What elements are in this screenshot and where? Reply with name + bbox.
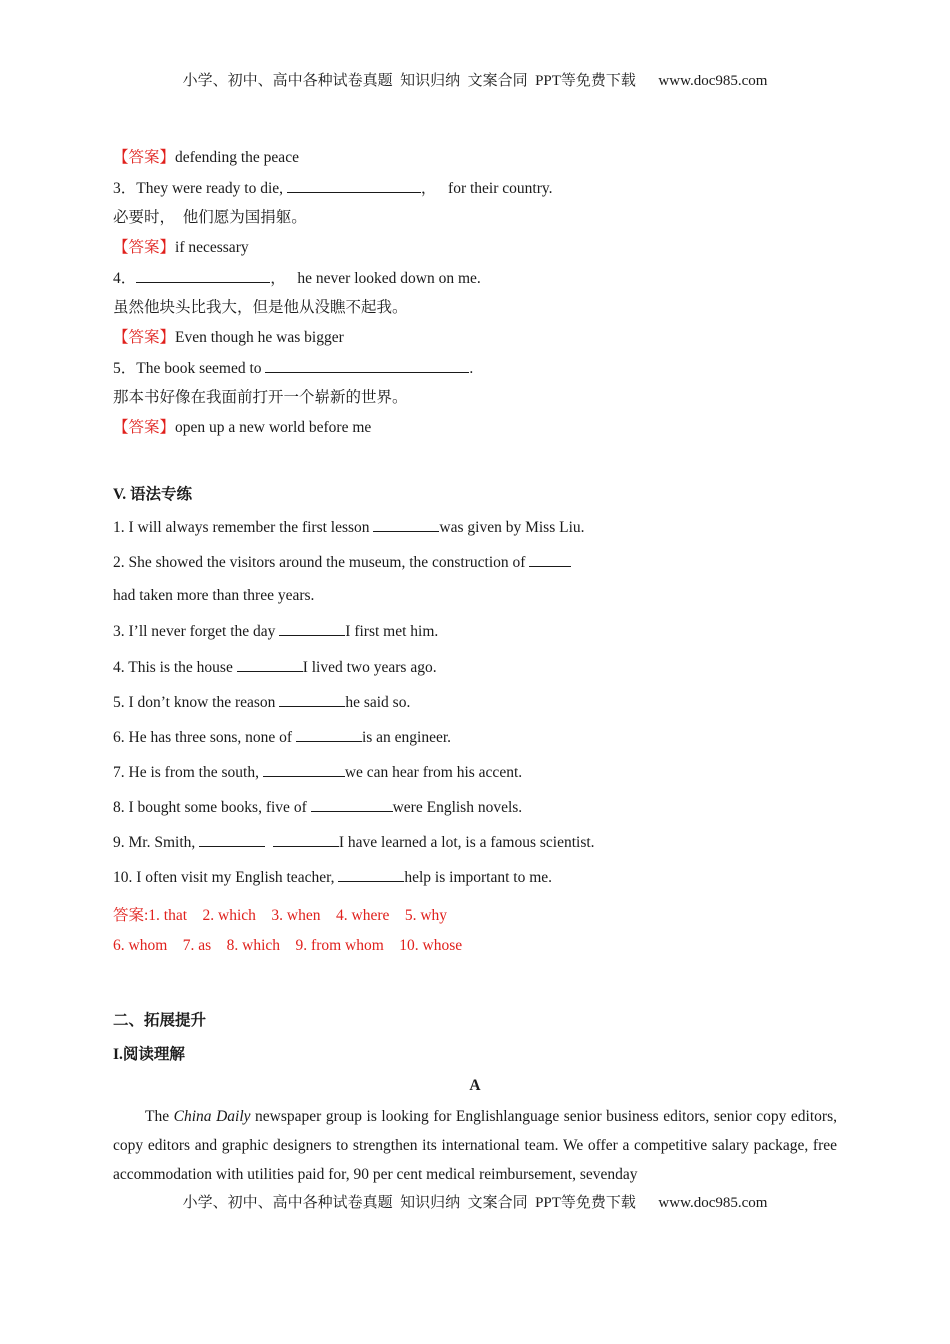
blank[interactable] xyxy=(311,797,393,812)
section-title: V. 语法专练 xyxy=(113,486,192,503)
question-text: They were ready to die, xyxy=(136,180,287,197)
question-text: The book seemed to xyxy=(136,360,266,377)
answer-tag: 【答案】 xyxy=(113,239,176,256)
question-text: 10. I often visit my English teacher, xyxy=(113,869,339,886)
grammar-q5 xyxy=(113,692,410,712)
question-comma: ， xyxy=(270,270,286,287)
question-number: 4． xyxy=(113,270,137,287)
blank[interactable] xyxy=(279,621,345,636)
page-footer xyxy=(0,1191,950,1212)
grammar-q1 xyxy=(113,517,585,537)
blank[interactable] xyxy=(373,517,439,532)
question-text: help is important to me. xyxy=(404,869,553,886)
question-text: 7. He is from the south, xyxy=(113,764,263,781)
question-text: he said so. xyxy=(345,694,411,711)
answer-text: open up a new world before me xyxy=(175,419,372,436)
header-site: www.doc985.com xyxy=(658,73,768,89)
answer-text: Even though he was bigger xyxy=(175,329,344,346)
passage-paragraph xyxy=(113,1102,837,1189)
grammar-answers-1: 答案:1. that 2. which 3. when 4. where 5. why xyxy=(113,907,448,924)
passage-label: A xyxy=(469,1077,481,1094)
section2-title: 二、拓展提升 xyxy=(113,1012,207,1029)
blank[interactable] xyxy=(263,762,345,777)
question-text: . xyxy=(469,360,474,377)
page-header xyxy=(0,69,950,90)
question-3 xyxy=(113,176,553,198)
passage-text: The xyxy=(145,1108,174,1125)
question-text: 9. Mr. Smith, xyxy=(113,834,200,851)
question-text: I first met him. xyxy=(345,623,439,640)
question-text: 8. I bought some books, five of xyxy=(113,799,311,816)
answer-line-3 xyxy=(113,235,249,257)
question-text: I lived two years ago. xyxy=(302,659,437,676)
question-number: 3． xyxy=(113,180,137,197)
blank[interactable] xyxy=(529,552,571,567)
grammar-answers-2: 6. whom 7. as 8. which 9. from whom 10. whose xyxy=(113,937,463,954)
grammar-q4 xyxy=(113,657,437,677)
question-text: I have learned a lot, is a famous scientist. xyxy=(338,834,595,851)
answer-line-2 xyxy=(113,145,299,167)
question-text: were English novels. xyxy=(392,799,523,816)
question-text: was given by Miss Liu. xyxy=(439,519,585,536)
answer-tag: 【答案】 xyxy=(113,149,176,166)
passage-text: newspaper group is looking for Englishlanguage senior business editors, senior copy editors, copy editors and graphic designers to strengthen its international team. We offer a competitive salary package, free accommodation with utilities paid for, 90 per cent medical reimbursement, sevenday xyxy=(113,1108,837,1183)
answer-tag: 【答案】 xyxy=(113,329,176,346)
question-text: 4. This is the house xyxy=(113,659,237,676)
question-text: for their country. xyxy=(448,180,553,197)
question-text: 1. I will always remember the first lesson xyxy=(113,519,374,536)
question-text: he never looked down on me. xyxy=(297,270,481,287)
chinese-translation: 虽然他块头比我大，但是他从没瞧不起我。 xyxy=(113,299,408,316)
answer-text: defending the peace xyxy=(175,149,299,166)
answer-line-4 xyxy=(113,325,344,347)
header-text: 小学、初中、高中各种试卷真题 知识归纳 文案合同 PPT等免费下载 xyxy=(182,73,636,89)
grammar-q8 xyxy=(113,797,522,817)
question-text: 5. I don’t know the reason xyxy=(113,694,280,711)
blank[interactable] xyxy=(296,727,362,742)
blank[interactable] xyxy=(279,692,345,707)
chinese-translation: 那本书好像在我面前打开一个崭新的世界。 xyxy=(113,389,408,406)
answer-tag: 【答案】 xyxy=(113,419,176,436)
question-number: 5． xyxy=(113,360,137,377)
chinese-translation: 必要时， 他们愿为国捐躯。 xyxy=(113,209,307,226)
blank[interactable] xyxy=(136,268,270,283)
footer-text: 小学、初中、高中各种试卷真题 知识归纳 文案合同 PPT等免费下载 xyxy=(182,1195,636,1211)
blank[interactable] xyxy=(237,657,303,672)
question-text: 3. I’ll never forget the day xyxy=(113,623,280,640)
grammar-q9 xyxy=(113,832,595,852)
blank[interactable] xyxy=(287,178,421,193)
grammar-q2-cont: had taken more than three years. xyxy=(113,587,315,604)
blank[interactable] xyxy=(338,867,404,882)
question-5 xyxy=(113,356,473,378)
blank[interactable] xyxy=(199,832,265,847)
grammar-q6 xyxy=(113,727,451,747)
answer-text: if necessary xyxy=(175,239,249,256)
footer-site: www.doc985.com xyxy=(658,1195,768,1211)
question-comma: ， xyxy=(420,180,437,197)
blank[interactable] xyxy=(273,832,339,847)
question-text: 6. He has three sons, none of xyxy=(113,729,296,746)
answer-line-5 xyxy=(113,415,371,437)
question-text: we can hear from his accent. xyxy=(344,764,523,781)
section2-subtitle: I.阅读理解 xyxy=(113,1046,185,1063)
grammar-q3 xyxy=(113,621,438,641)
newspaper-name: China Daily xyxy=(173,1108,251,1125)
question-4 xyxy=(113,266,481,288)
grammar-q7 xyxy=(113,762,522,782)
blank[interactable] xyxy=(265,358,469,373)
grammar-q10 xyxy=(113,867,552,887)
question-text: 2. She showed the visitors around the museum, the construction of xyxy=(113,554,530,571)
question-text: is an engineer. xyxy=(361,729,452,746)
grammar-q2 xyxy=(113,552,571,572)
